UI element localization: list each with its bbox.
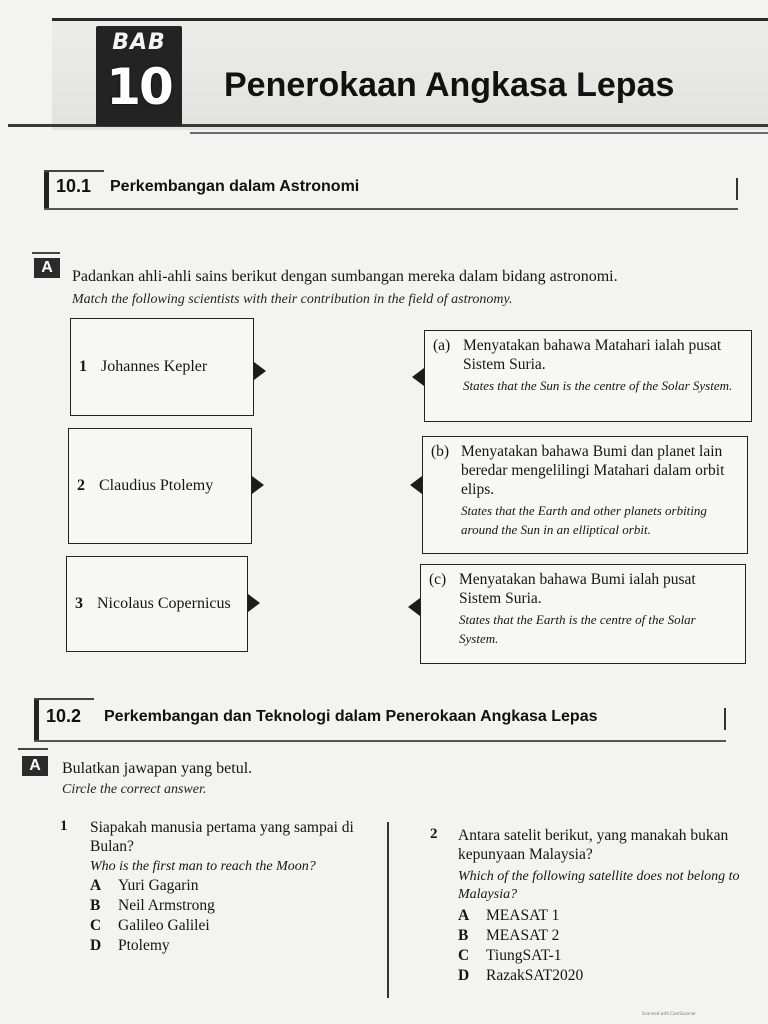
contribution-box[interactable] [420,564,746,664]
section-underline [34,740,726,742]
options-list [458,906,738,986]
section-topline [34,698,94,700]
connector-arrow-right [252,476,264,494]
answer-option[interactable] [90,916,370,936]
chapter-label: BAB [112,30,166,55]
contribution-en: States that the Earth and other planets orbiting around the Sun in an elliptical orbit. [461,503,707,537]
section-topline [44,170,104,172]
section-end-tick [724,708,726,730]
option-letter: A [458,907,470,924]
column-divider [387,822,389,998]
option-letter: B [90,897,101,914]
answer-option[interactable] [458,926,738,946]
contribution-label: (b) [431,443,450,460]
section-end-tick [736,178,738,200]
contribution-ms: Menyatakan bahawa Bumi dan planet lain beredar mengelilingi Matahari dalam orbit elips. [461,443,725,498]
scientist-name: Nicolaus Copernicus [97,595,231,612]
scientist-number: 1 [79,358,87,375]
exercise-marker-line [18,748,48,750]
scientist-name: Johannes Kepler [101,358,208,375]
contribution-ms: Menyatakan bahawa Bumi ialah pusat Sistem Suria. [459,571,696,607]
contribution-label: (a) [433,337,451,354]
section-title: Perkembangan dan Teknologi dalam Penerokaan Angkasa Lepas [104,708,598,725]
scientist-box[interactable] [66,556,248,652]
scientist-box[interactable] [68,428,252,544]
contribution-en: States that the Earth is the centre of the Solar System. [459,612,696,646]
scientist-name: Claudius Ptolemy [99,477,214,494]
section-number: 10.2 [46,706,82,726]
contribution-box[interactable] [424,330,752,422]
section-underline [44,208,738,210]
option-letter: D [458,967,470,984]
answer-option[interactable] [458,946,738,966]
scientist-number: 2 [77,477,85,494]
answer-option[interactable] [458,966,738,986]
exercise-instruction-en: Circle the correct answer. [62,782,207,797]
scan-watermark: Scanned with CamScanner [642,1011,696,1016]
contribution-text [433,336,743,374]
question-number: 1 [60,818,68,834]
option-letter: D [90,937,102,954]
option-letter: B [458,927,469,944]
section-bar [34,698,39,742]
connector-arrow-right [254,362,266,380]
connector-arrow-left [412,368,424,386]
contribution-en: States that the Sun is the centre of the Solar System. [463,378,733,393]
scientist-box[interactable] [70,318,254,416]
option-letter: C [90,917,102,934]
option-letter: A [90,877,102,894]
contribution-text [431,442,739,499]
option-text: RazakSAT2020 [486,967,584,984]
scientist-number: 3 [75,595,83,612]
answer-option[interactable] [90,896,370,916]
chapter-title: Penerokaan Angkasa Lepas [224,66,675,104]
question-number: 2 [430,826,438,842]
contribution-ms: Menyatakan bahawa Matahari ialah pusat Sistem Suria. [463,337,722,373]
option-text: TiungSAT-1 [486,947,562,964]
exercise-instruction: Bulatkan jawapan yang betul. [62,760,253,777]
chapter-number: 10 [106,58,172,116]
section-header-10-2 [34,698,726,742]
contribution-label: (c) [429,571,447,588]
question-text: Siapakah manusia pertama yang sampai di Bulan? [90,819,354,855]
answer-option[interactable] [90,876,370,896]
option-text: Galileo Galilei [118,917,210,934]
exercise-instruction-en: Match the following scientists with their contribution in the field of astronomy. [72,292,513,307]
section-number: 10.1 [56,176,92,196]
contribution-text [429,570,737,608]
exercise-marker: A [22,756,48,776]
question-text-en: Who is the first man to reach the Moon? [90,859,316,874]
exercise-marker-line [32,252,60,254]
exercise-marker: A [34,258,60,278]
question-text-en: Which of the following satellite does not belong to Malaysia? [458,869,740,902]
option-text: Ptolemy [118,937,170,954]
option-letter: C [458,947,470,964]
section-header-10-1 [44,170,738,210]
option-text: Yuri Gagarin [118,877,199,894]
connector-arrow-left [408,598,420,616]
answer-option[interactable] [90,936,370,956]
option-text: MEASAT 1 [486,907,560,924]
contribution-box[interactable] [422,436,748,554]
chapter-badge [96,26,182,126]
banner-divider-secondary [190,132,768,134]
section-title: Perkembangan dalam Astronomi [110,178,360,195]
question-text: Antara satelit berikut, yang manakah bukan kepunyaan Malaysia? [458,827,729,863]
option-text: MEASAT 2 [486,927,560,944]
section-bar [44,170,49,210]
options-list [90,876,370,956]
connector-arrow-right [248,594,260,612]
answer-option[interactable] [458,906,738,926]
exercise-instruction: Padankan ahli-ahli sains berikut dengan sumbangan mereka dalam bidang astronomi. [72,268,618,285]
option-text: Neil Armstrong [118,897,215,914]
connector-arrow-left [410,476,422,494]
